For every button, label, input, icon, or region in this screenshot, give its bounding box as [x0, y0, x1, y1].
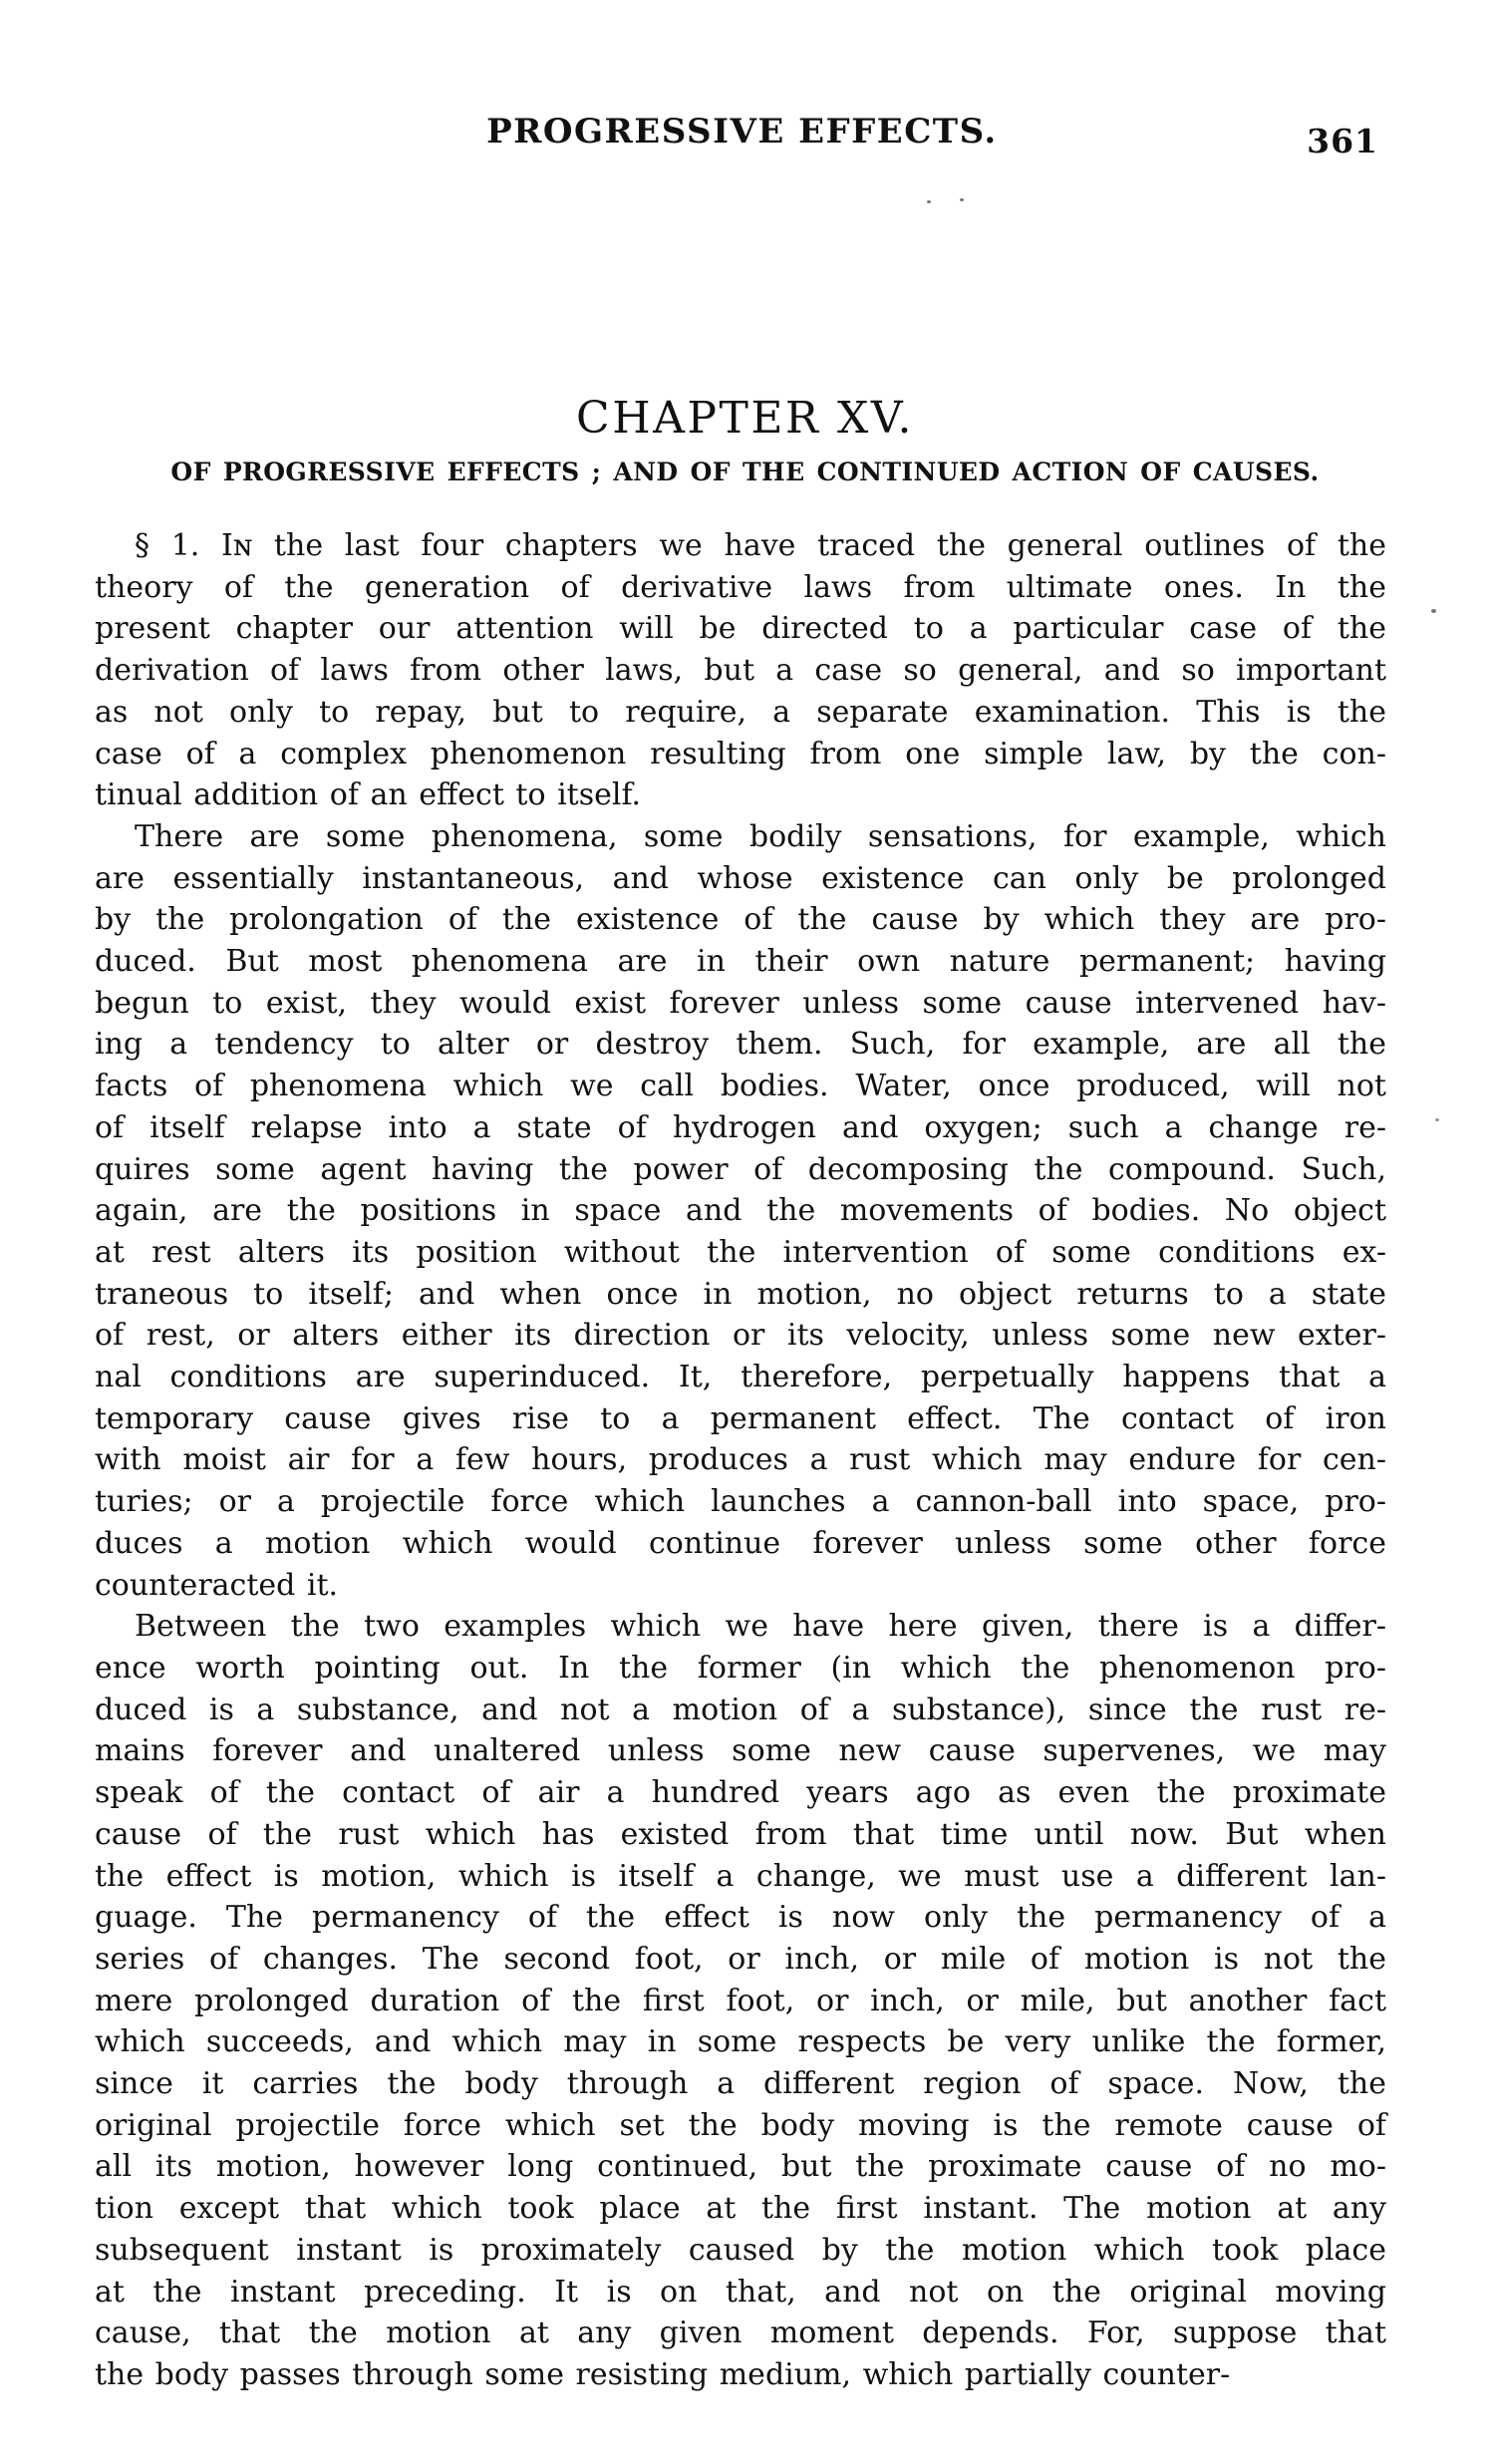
text-line: of itself relapse into a state of hydrogen and oxygen; such a change re- [95, 1109, 1386, 1145]
text-line: traneous to itself; and when once in motion, no object returns to a state [95, 1276, 1386, 1312]
text-line: at the instant preceding. It is on that, and not on the original moving [95, 2274, 1386, 2310]
text-line: which succeeds, and which may in some respects be very unlike the former, [95, 2024, 1386, 2060]
text-line: cause of the rust which has existed from that time until now. But when [95, 1816, 1386, 1852]
scan-artifact-dot [1435, 1118, 1439, 1121]
text-line: again, are the positions in space and the movements of bodies. No object [95, 1193, 1386, 1229]
running-title: PROGRESSIVE EFFECTS. [486, 112, 998, 152]
text-line: ence worth pointing out. In the former (in which the phenomenon pro- [95, 1650, 1386, 1686]
text-line: series of changes. The second foot, or inch, or mile of motion is not the [95, 1941, 1386, 1977]
text-line: the body passes through some resisting medium, which partially counter- [95, 2356, 1231, 2392]
text-line: speak of the contact of air a hundred years ago as even the proximate [95, 1775, 1386, 1811]
text-line: facts of phenomena which we call bodies. Water, once produced, will not [95, 1069, 1386, 1104]
text-line: theory of the generation of derivative laws from ultimate ones. In the [95, 569, 1386, 605]
text-line: derivation of laws from other laws, but a case so general, and so important [95, 653, 1386, 689]
page-header [0, 112, 1490, 171]
text-line: present chapter our attention will be directed to a particular case of the [95, 611, 1386, 647]
text-line: Between the two examples which we have here given, there is a differ- [135, 1609, 1386, 1645]
text-line: guage. The permanency of the effect is now only the permanency of a [95, 1900, 1386, 1936]
chapter-title: CHAPTER XV. [576, 393, 914, 444]
text-line: cause, that the motion at any given moment depends. For, suppose that [95, 2315, 1386, 2351]
chapter-subtitle: OF PROGRESSIVE EFFECTS ; AND OF THE CONTINUED ACTION OF CAUSES. [170, 458, 1320, 486]
text-line: by the prolongation of the existence of the cause by which they are pro- [95, 902, 1386, 938]
text-line: tinual addition of an effect to itself. [95, 777, 642, 813]
text-line: mains forever and unaltered unless some new cause supervenes, we may [95, 1733, 1386, 1769]
scan-artifact-dot [927, 200, 931, 203]
text-line: duced. But most phenomena are in their own nature permanent; having [95, 944, 1386, 980]
text-line: temporary cause gives rise to a permanent effect. The contact of iron [95, 1400, 1386, 1436]
scan-artifact-dot [960, 198, 964, 201]
text-line: tion except that which took place at the first instant. The motion at any [95, 2191, 1386, 2227]
text-line: at rest alters its position without the intervention of some conditions ex- [95, 1234, 1386, 1270]
text-line: duced is a substance, and not a motion of a substance), since the rust re- [95, 1692, 1386, 1727]
text-line: with moist air for a few hours, produces a rust which may endure for cen- [95, 1442, 1386, 1478]
text-line: duces a motion which would continue forever unless some other force [95, 1525, 1386, 1561]
text-line: the effect is motion, which is itself a change, we must use a different lan- [95, 1858, 1386, 1894]
text-line: nal conditions are superinduced. It, therefore, perpetually happens that a [95, 1360, 1386, 1395]
page-number: 361 [1307, 122, 1378, 160]
text-line: of rest, or alters either its direction or its velocity, unless some new exter- [95, 1318, 1386, 1354]
body-text [95, 525, 1386, 2396]
text-line: case of a complex phenomenon resulting from one simple law, by the con- [95, 736, 1386, 771]
text-line: mere prolonged duration of the first foot, or inch, or mile, but another fact [95, 1983, 1386, 2018]
text-line: § 1. Iɴ the last four chapters we have traced the general outlines of the [135, 528, 1386, 563]
text-line: are essentially instantaneous, and whose existence can only be prolonged [95, 860, 1386, 896]
text-line: as not only to repay, but to require, a separate examination. This is the [95, 694, 1386, 730]
text-line: ing a tendency to alter or destroy them. Such, for example, are all the [95, 1027, 1386, 1063]
text-line: since it carries the body through a different region of space. Now, the [95, 2066, 1386, 2102]
text-line: There are some phenomena, some bodily sensations, for example, which [135, 818, 1386, 854]
text-line: original projectile force which set the body moving is the remote cause of [95, 2107, 1386, 2143]
scan-artifact-dot [1431, 609, 1436, 613]
text-line: quires some agent having the power of decomposing the compound. Such, [95, 1151, 1386, 1187]
text-line: begun to exist, they would exist forever unless some cause intervened hav- [95, 985, 1386, 1021]
text-line: all its motion, however long continued, but the proximate cause of no mo- [95, 2149, 1386, 2185]
text-line: turies; or a projectile force which launches a cannon-ball into space, pro- [95, 1484, 1386, 1520]
text-line: subsequent instant is proximately caused by the motion which took place [95, 2232, 1386, 2268]
text-line: counteracted it. [95, 1567, 339, 1603]
